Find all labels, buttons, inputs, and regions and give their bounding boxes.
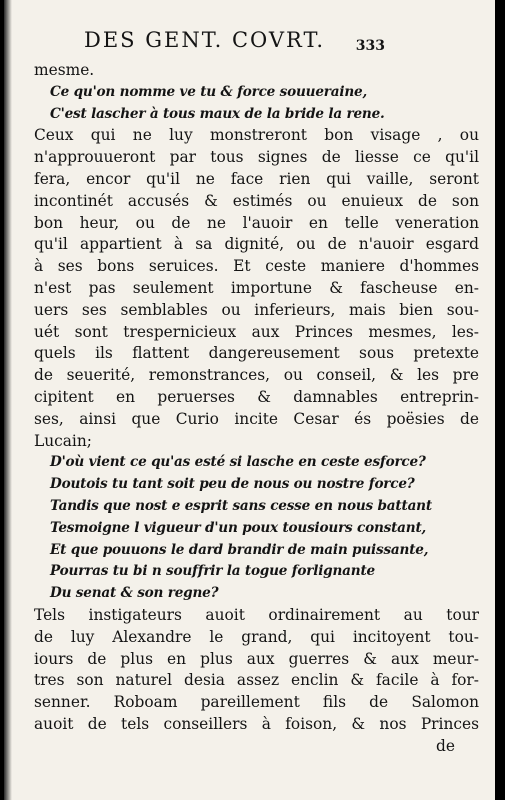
prose-line: Tels instigateurs auoit ordinairement au tour (34, 605, 479, 624)
prose-line: uét sont trespernicieux aux Princes mesmes, les- (34, 322, 479, 341)
prose-line: senner. Roboam pareillement fils de Salomon (34, 693, 479, 712)
verse-line: Tandis que nost e esprit sans cesse en nous battant (50, 497, 432, 514)
catchword: de (436, 736, 455, 755)
book-page (4, 0, 495, 800)
prose-line: incontinét accusés & estimés ou enuieux de son (34, 191, 479, 210)
prose-line: fera, encor qu'il ne face rien qui vaille, seront (34, 169, 479, 188)
verse-line: Et que pouuons le dard brandir de main puissante, (50, 541, 429, 558)
prose-line: iours de plus en plus aux guerres & aux meur- (34, 649, 479, 668)
verse-line: Pourras tu bi n souffrir la togue forlignante (50, 563, 375, 580)
verse-line: Doutois tu tant soit peu de nous ou nostre force? (50, 476, 415, 493)
prose-line: Lucain; (34, 431, 92, 450)
page-number: 333 (355, 38, 385, 54)
prose-line: ses, ainsi que Curio incite Cesar és poësies de (34, 409, 479, 428)
prose-line: Ceux qui ne luy monstreront bon visage , ou (34, 126, 479, 145)
verse-line: D'où vient ce qu'as esté si lasche en ceste esforce? (50, 454, 426, 471)
text-block (34, 60, 479, 758)
page-header (4, 28, 495, 54)
verse-line: Du senat & son regne? (50, 585, 219, 602)
verse-line: Tesmoigne l vigueur d'un poux tousiours constant, (50, 519, 427, 536)
prose-line: à ses bons seruices. Et ceste maniere d'hommes (34, 257, 479, 276)
prose-line: de luy Alexandre le grand, qui incitoyent tou- (34, 627, 479, 646)
prose-line: qu'il appartient à sa dignité, ou de n'auoir esgard (34, 235, 479, 254)
prose-line: tres son naturel desia assez enclin & facile à for- (34, 671, 479, 690)
verse-line: C'est lascher à tous maux de la bride la rene. (50, 105, 385, 122)
verse-line: Ce qu'on nomme ve tu & force souueraine, (50, 83, 367, 100)
prose-line: quels ils flattent dangereusement sous pretexte (34, 344, 479, 363)
prose-line: cipitent en peruerses & damnables entreprin- (34, 387, 479, 406)
prose-line: uers ses semblables ou inferieurs, mais bien sou- (34, 300, 479, 319)
prose-line: mesme. (34, 61, 95, 79)
running-head: DES GENT. COVRT. (84, 28, 326, 52)
prose-line: n'est pas seulement importune & fascheuse en- (34, 278, 479, 297)
prose-line: de seuerité, remonstrances, ou conseil, & les pre (34, 366, 479, 385)
prose-line: bon heur, ou de ne l'auoir en telle veneration (34, 213, 479, 232)
prose-line: n'approuueront par tous signes de liesse ce qu'il (34, 148, 479, 167)
prose-line: auoit de tels conseillers à foison, & nos Princes (34, 714, 479, 733)
